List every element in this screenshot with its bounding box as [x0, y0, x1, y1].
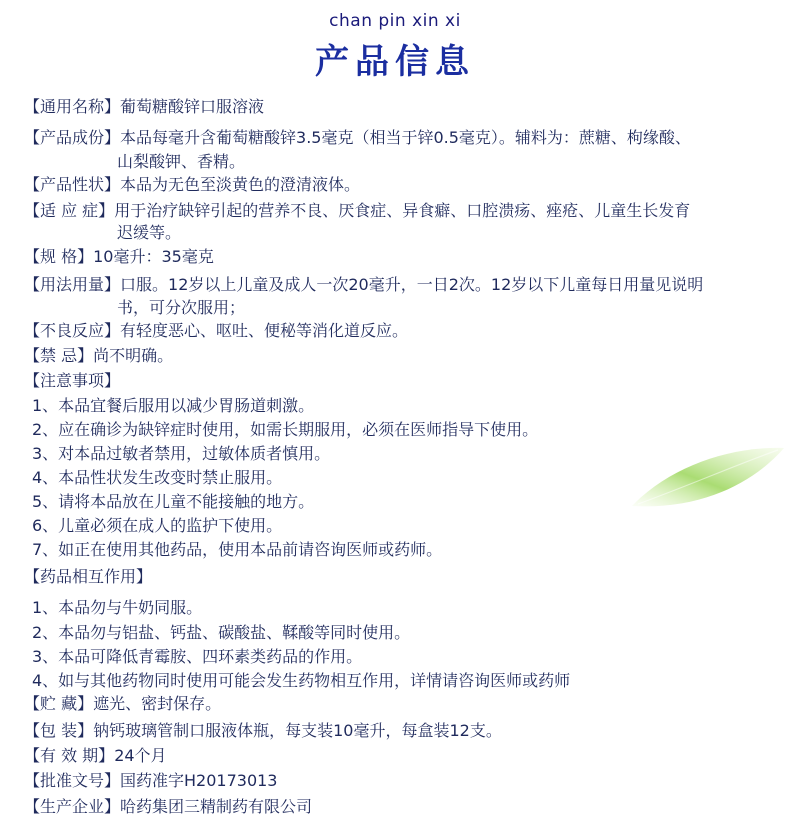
field-label: 【产品成份】 — [24, 128, 121, 147]
field-value: 24个月 — [114, 746, 167, 765]
field-value: 本品每毫升含葡萄糖酸锌3.5毫克（相当于锌0.5毫克）。辅料为：蔗糖、枸缘酸、 — [120, 128, 691, 147]
field-ingredients-cont: 山梨酸钾、香精。 — [117, 152, 246, 171]
field-generic-name — [24, 94, 264, 119]
precaution-item: 2、应在确诊为缺锌症时使用，如需长期服用，必须在医师指导下使用。 — [32, 420, 539, 439]
precautions-heading: 【注意事项】 — [24, 371, 121, 390]
field-label: 【贮 藏】 — [24, 694, 94, 713]
field-package — [24, 718, 502, 743]
field-label: 【禁 忌】 — [24, 346, 94, 365]
precaution-item: 1、本品宜餐后服用以减少胃肠道刺激。 — [32, 396, 315, 415]
precaution-item: 4、本品性状发生改变时禁止服用。 — [32, 468, 283, 487]
field-value: 口服。12岁以上儿童及成人一次20毫升，一日2次。12岁以下儿童每日用量见说明 — [120, 275, 704, 294]
field-storage — [24, 691, 221, 716]
field-value: 遮光、密封保存。 — [93, 694, 222, 713]
field-value: 国药准字H20173013 — [120, 771, 278, 790]
field-label: 【通用名称】 — [24, 97, 121, 116]
field-approval-number — [24, 768, 278, 793]
field-indications-cont: 迟缓等。 — [117, 223, 182, 242]
field-adverse-reactions — [24, 318, 408, 343]
field-value: 尚不明确。 — [93, 346, 174, 365]
field-label: 【不良反应】 — [24, 321, 121, 340]
field-validity — [24, 743, 167, 768]
field-value: 用于治疗缺锌引起的营养不良、厌食症、异食癖、口腔溃疡、痤疮、儿童生长发育 — [114, 201, 691, 220]
field-label: 【规 格】 — [24, 247, 94, 266]
precaution-item: 3、对本品过敏者禁用，过敏体质者慎用。 — [32, 444, 331, 463]
green-leaf-icon — [628, 438, 788, 524]
field-manufacturer — [24, 794, 312, 819]
precaution-item: 7、如正在使用其他药品，使用本品前请咨询医师或药师。 — [32, 540, 443, 559]
interaction-item: 1、本品勿与牛奶同服。 — [32, 598, 203, 617]
field-label: 【有 效 期】 — [24, 746, 115, 765]
field-dosage-cont: 书，可分次服用； — [117, 298, 246, 317]
interaction-item: 2、本品勿与铝盐、钙盐、碳酸盐、鞣酸等同时使用。 — [32, 623, 411, 642]
field-value: 哈药集团三精制药有限公司 — [120, 797, 313, 816]
field-value: 有轻度恶心、呕吐、便秘等消化道反应。 — [120, 321, 409, 340]
field-value: 葡萄糖酸锌口服溶液 — [120, 97, 265, 116]
field-label: 【适 应 症】 — [24, 201, 115, 220]
interactions-heading: 【药品相互作用】 — [24, 567, 153, 586]
precaution-item: 5、请将本品放在儿童不能接触的地方。 — [32, 492, 315, 511]
page-title: 产品信息 — [315, 42, 475, 82]
title-pinyin: chan pin xin xi — [329, 11, 461, 31]
field-label: 【用法用量】 — [24, 275, 121, 294]
field-value: 10毫升：35毫克 — [93, 247, 214, 266]
precaution-item: 6、儿童必须在成人的监护下使用。 — [32, 516, 283, 535]
field-label: 【产品性状】 — [24, 175, 121, 194]
field-label: 【批准文号】 — [24, 771, 121, 790]
interaction-item: 3、本品可降低青霉胺、四环素类药品的作用。 — [32, 647, 363, 666]
field-label: 【包 装】 — [24, 721, 94, 740]
field-value: 钠钙玻璃管制口服液体瓶，每支装10毫升，每盒装12支。 — [93, 721, 502, 740]
field-properties — [24, 172, 360, 197]
field-dosage — [24, 272, 703, 297]
field-specification — [24, 244, 214, 269]
field-label: 【生产企业】 — [24, 797, 121, 816]
field-contraindications — [24, 343, 173, 368]
field-value: 本品为无色至淡黄色的澄清液体。 — [120, 175, 361, 194]
interaction-item: 4、如与其他药物同时使用可能会发生药物相互作用，详情请咨询医师或药师 — [32, 671, 571, 690]
field-ingredients — [24, 125, 691, 150]
